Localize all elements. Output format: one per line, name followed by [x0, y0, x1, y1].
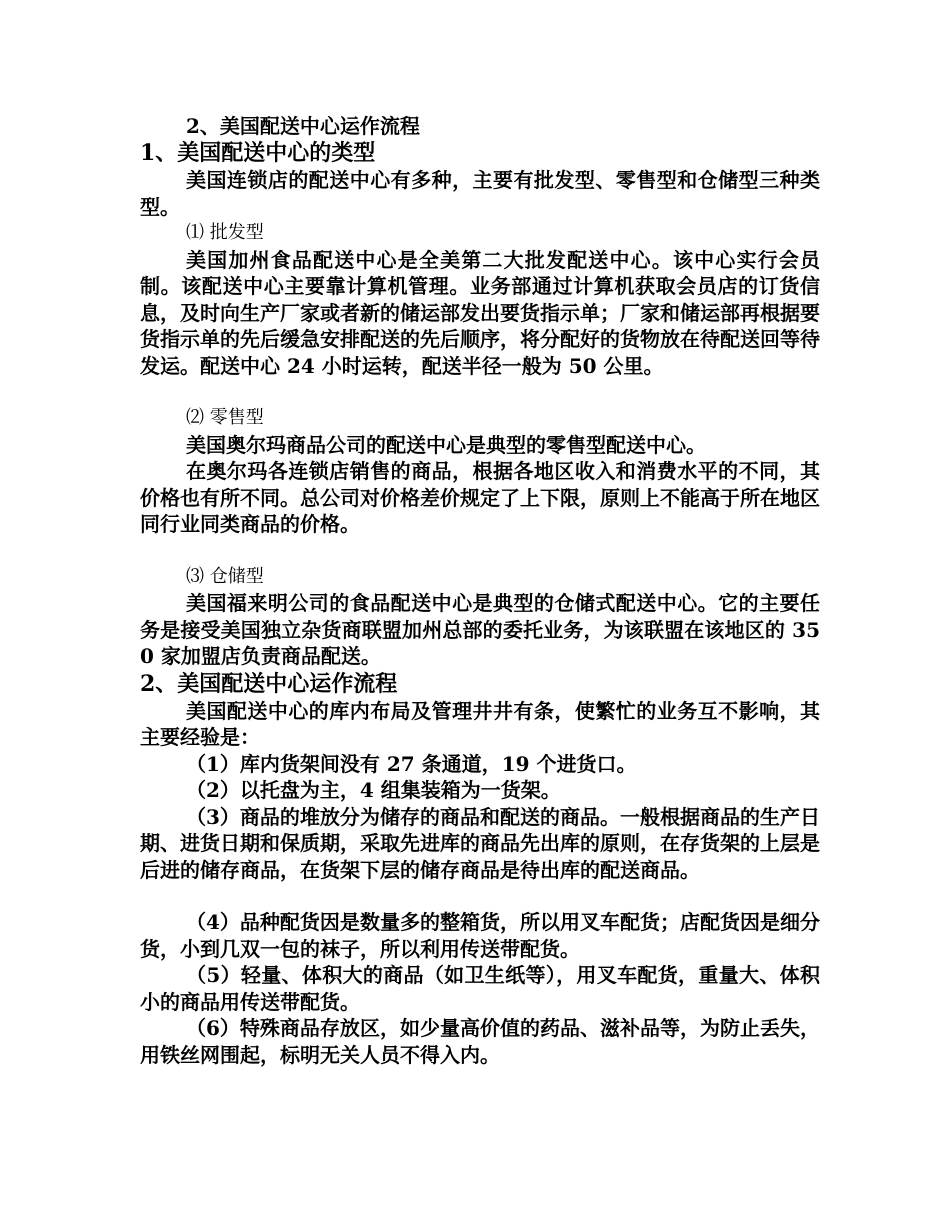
type1-text: 美国加州食品配送中心是全美第二大批发配送中心。该中心实行会员制。该配送中心主要靠计算机管理。业务部通过计算机获取会员店的订货信息，及时向生产厂家或者新的储运部发出要货指示单；厂家和储运部再根据要货指示单的先后缓急安排配送的先后顺序，将分配好的货物放在待配送回等待发运。配送中心 24 小时运转，配送半径一般为 50 公里。 [140, 247, 820, 378]
list-item: （6）特殊商品存放区，如少量高价值的药品、滋补品等，为防止丢失，用铁丝网围起，标明无关人员不得入内。 [140, 1016, 820, 1067]
type2-text2: 在奥尔玛各连锁店销售的商品，根据各地区收入和消费水平的不同，其价格也有所不同。总公司对价格差价规定了上下限，原则上不能高于所在地区同行业同类商品的价格。 [140, 459, 820, 536]
blank-line [140, 538, 820, 564]
list-item: （1）库内货架间没有 27 条通道，19 个进货口。 [186, 751, 637, 776]
list-item: （4）品种配货因是数量多的整箱货，所以用叉车配货；店配货因是细分货，小到几双一包的袜子，所以利用传送带配货。 [140, 910, 820, 961]
type1-label: ⑴ 批发型 [186, 222, 264, 243]
section1-intro: 美国连锁店的配送中心有多种，主要有批发型、零售型和仓储型三种类型。 [140, 168, 820, 219]
blank-line [140, 883, 820, 909]
blank-line [140, 379, 820, 405]
list-item: （2）以托盘为主，4 组集装箱为一货架。 [186, 778, 561, 802]
document-content [140, 113, 820, 1068]
type2-label: ⑵ 零售型 [186, 407, 264, 428]
list-item: （5）轻量、体积大的商品（如卫生纸等），用叉车配货，重量大、体积小的商品用传送带配货。 [140, 963, 820, 1014]
section1-heading: 1、美国配送中心的类型 [140, 140, 376, 166]
top-title: 2、美国配送中心运作流程 [186, 114, 420, 138]
list-item: （3）商品的堆放分为储存的商品和配送的商品。一般根据商品的生产日期、进货日期和保质期，采取先进库的商品先出库的原则，在存货架的上层是后进的储存商品，在货架下层的储存商品是待出库的配送商品。 [140, 804, 820, 882]
section2-intro: 美国配送中心的库内布局及管理井井有条，使繁忙的业务互不影响，其主要经验是： [140, 698, 820, 749]
type2-text1: 美国奥尔玛商品公司的配送中心是典型的零售型配送中心。 [186, 432, 706, 457]
type3-label: ⑶ 仓储型 [186, 565, 264, 587]
type3-text: 美国福来明公司的食品配送中心是典型的仓储式配送中心。它的主要任务是接受美国独立杂货商联盟加州总部的委托业务，为该联盟在该地区的 350 家加盟店负责商品配送。 [140, 591, 820, 668]
section2-heading: 2、美国配送中心运作流程 [140, 670, 398, 697]
